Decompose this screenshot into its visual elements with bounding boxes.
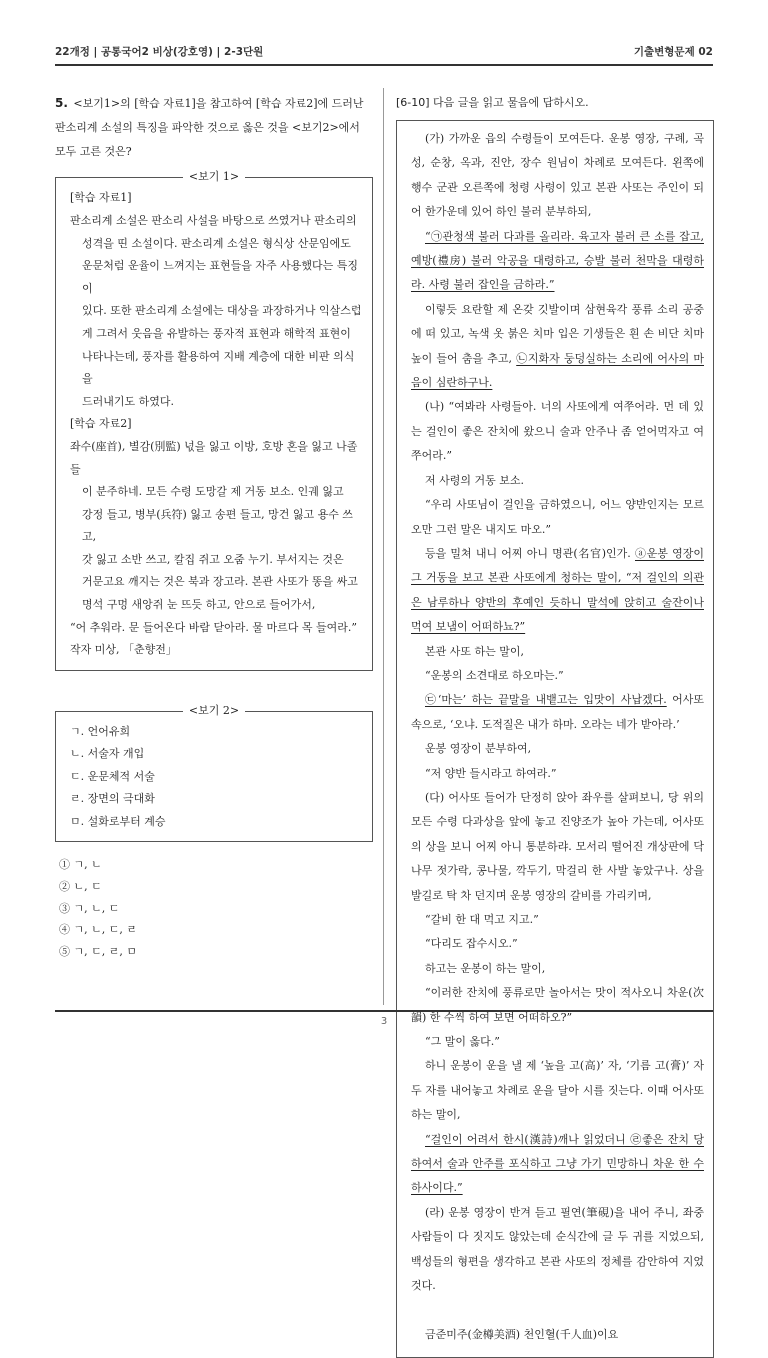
box2-item: ㄹ. 장면의 극대화 xyxy=(70,792,155,806)
answer-choices xyxy=(55,854,373,962)
passage-paragraph: “저 양반 들시라고 하여라.” xyxy=(425,766,557,780)
passage-paragraph: 하고는 운봉이 하는 말이, xyxy=(425,961,546,975)
passage-paragraph: “갈비 한 대 먹고 지고.” xyxy=(425,913,539,926)
passage-paragraph: “우리 사또님이 걸인을 금하였으니, 어느 양반인지는 모르오만 그런 말은 내지도 마오.” xyxy=(411,498,704,536)
passage-underlined-c: ⓐ운봉 영장이 그 거동을 보고 본관 사또에게 청하는 말이, “저 걸인의 의관은 남루하나 양반의 후예인 듯하니 말석에 앉히고 술잔이나 먹여 보냄이 어떠하뇨?” xyxy=(411,546,704,634)
passage-text: 등을 밀쳐 내니 어찌 아니 명관(名官)인가. xyxy=(425,546,635,560)
left-column xyxy=(55,92,373,962)
question-number: 5. xyxy=(55,96,68,110)
box1-line: 운문처럼 운율이 느껴지는 표현들을 자주 사용했다는 특징이 xyxy=(82,259,359,295)
question-5 xyxy=(55,92,373,163)
passage-paragraph: 하니 운봉이 운을 낼 제 ‘높을 고(高)’ 자, ‘기름 고(膏)’ 자 두 자를 내어놓고 차례로 운을 달아 시를 짓는다. 이때 어사또 하는 말이, xyxy=(411,1059,704,1122)
choice-2[interactable]: ② ㄴ, ㄷ xyxy=(59,879,102,893)
header-title: 기출변형문제 02 xyxy=(633,46,713,58)
passage-paragraph: “운봉의 소견대로 하오마는.” xyxy=(425,668,564,682)
page-number: 3 xyxy=(380,1016,388,1027)
passage-paragraph: 운봉 영장이 분부하여, xyxy=(425,742,532,756)
box1-line: [학습 자료1] xyxy=(70,191,132,205)
choice-3[interactable]: ③ ㄱ, ㄴ, ㄷ xyxy=(59,901,120,915)
box1-line: 나타나는데, 풍자를 활용하여 지배 계층에 대한 비판 의식을 xyxy=(82,349,355,386)
example-box-2 xyxy=(55,703,373,843)
passage-paragraph: “그 말이 옳다.” xyxy=(425,1035,500,1049)
choice-4[interactable]: ④ ㄱ, ㄴ, ㄷ, ㄹ xyxy=(59,923,137,937)
box1-line: 명석 구멍 새앙쥐 눈 뜨듯 하고, 안으로 들어가서, xyxy=(82,598,316,612)
box1-source: 작자 미상, 「춘향전」 xyxy=(70,643,177,657)
box1-line: 강정 들고, 병부(兵符) 잃고 송편 들고, 망건 잃고 용수 쓰고, xyxy=(82,507,353,544)
question-line: 판소리계 소설의 특징을 파악한 것으로 옳은 것을 <보기2>에서 xyxy=(55,120,360,134)
passage-paragraph: “다리도 잡수시오.” xyxy=(425,937,518,951)
passage-paragraph: 본관 사또 하는 말이, xyxy=(425,644,524,658)
passage-paragraph: “이러한 잔치에 풍류로만 놀아서는 맛이 적사오니 차운(次韻) 한 수씩 하여 보면 어떠하오?” xyxy=(411,986,704,1024)
choice-5[interactable]: ⑤ ㄱ, ㄷ, ㄹ, ㅁ xyxy=(59,944,137,958)
passage-text: 이렇듯 요란할 제 온갖 깃발이며 삼현육각 풍류 소리 공중에 떠 있고, 녹색 옷 붉은 치마 입은 기생들은 흰 손 비단 치마 높이 들어 춤을 추고, xyxy=(411,302,704,365)
question-line: 모두 고른 것은? xyxy=(55,144,132,158)
passage-paragraph: (다) 어사또 들어가 단정히 앉아 좌우를 살펴보니, 당 위의 모든 수령 다과상을 앞에 놓고 진양조가 높아 가는데, 어사또의 상을 보니 어찌 아니 통분하랴. 모서리 떨어진 개상판에 닥나무 젓가락, 콩나물, 깍두기, 막걸리 한 사발 놓았구나. 상을 발길로 탁 차 던지며 운봉 영장의 갈비를 가리키며, xyxy=(411,790,704,902)
box2-item: ㄷ. 운문체적 서술 xyxy=(70,769,155,783)
passage-paragraph xyxy=(411,542,704,640)
passage-paragraph: 저 사령의 거동 보소. xyxy=(425,473,524,487)
passage-underlined-a: “㉠관청색 불러 다과를 올리라. 육고자 불러 큰 소를 잡고, 예방(禮房) 불러 악공을 대령하고, 승발 불러 천막을 대령하라. 사령 불러 잡인을 금하라.” xyxy=(411,229,704,292)
box1-line: 성격을 띤 소설이다. 판소리계 소설은 형식상 산문임에도 xyxy=(82,236,351,250)
box1-line: 좌수(座首), 별감(別監) 넋을 잃고 이방, 호방 혼을 잃고 나졸들 xyxy=(70,439,358,476)
box1-line: 게 그려서 웃음을 유발하는 풍자적 표현과 해학적 표현이 xyxy=(82,326,351,340)
header-course: 22개정 | 공통국어2 비상(강호영) | 2-3단원 xyxy=(55,46,264,58)
box1-line: 판소리계 소설은 판소리 사설을 바탕으로 쓰였거나 판소리의 xyxy=(70,213,357,227)
right-column xyxy=(396,92,714,1358)
box1-line: “어 추워라. 문 들어온다 바람 닫아라. 물 마르다 목 들여라.” xyxy=(70,620,357,634)
passage-poem-line: 금준미주(金樽美酒) 천인혈(千人血)이요 xyxy=(425,1327,619,1341)
box2-item: ㄱ. 언어유희 xyxy=(70,724,131,738)
header-rule xyxy=(55,64,713,66)
reading-passage xyxy=(396,120,714,1358)
box1-line: 이 분주하네. 모든 수령 도망갈 제 거동 보소. 인궤 잃고 xyxy=(82,485,344,499)
passage-paragraph xyxy=(411,298,704,396)
passage-paragraph: (나) “여봐라 사령들아. 너의 사또에게 여쭈어라. 먼 데 있는 걸인이 좋은 잔치에 왔으니 술과 안주나 좀 얻어먹자고 여쭈어라.” xyxy=(411,400,704,463)
passage-underlined-d: ㉢‘마는’ 하는 끝말을 내뱉고는 입맛이 사납겠다. xyxy=(425,693,667,707)
box1-line: 거문고요 깨지는 것은 북과 장고라. 본관 사또가 똥을 싸고 xyxy=(82,575,358,589)
example-box-2-title: <보기 2> xyxy=(183,704,245,717)
box2-item: ㄴ. 서술자 개입 xyxy=(70,747,145,761)
passage-paragraph: (라) 운봉 영장이 반겨 듣고 필연(筆硯)을 내어 주니, 좌중 사람들이 다 짓지도 않았는데 순식간에 글 두 귀를 지었으되, 백성들의 형편을 생각하고 본관 사또의 정체를 감안하여 지었것다. xyxy=(411,1205,704,1293)
box2-item: ㅁ. 설화로부터 계승 xyxy=(70,814,166,828)
example-box-1-title: <보기 1> xyxy=(183,170,245,183)
box1-line: 있다. 또한 판소리계 소설에는 대상을 과장하거나 익살스럽 xyxy=(82,304,362,318)
passage-underlined-e: “걸인이 어려서 한시(漢詩)깨나 읽었더니 ㉣좋은 잔치 당하여서 술과 안주를 포식하고 그냥 가기 민망하니 차운 한 수 하사이다.” xyxy=(411,1132,704,1195)
footer-rule xyxy=(55,1010,713,1012)
choice-1[interactable]: ① ㄱ, ㄴ xyxy=(59,858,102,872)
example-box-1 xyxy=(55,170,373,670)
passage-text: 어사또 속으로, ‘오냐. 도적질은 내가 하마. 오라는 네가 받아라.’ xyxy=(411,693,705,731)
column-divider xyxy=(383,88,384,1005)
box1-line: [학습 자료2] xyxy=(70,417,132,431)
question-line: <보기1>의 [학습 자료1]을 참고하여 [학습 자료2]에 드러난 xyxy=(73,97,364,110)
box1-line: 갓 잃고 소반 쓰고, 칼집 쥐고 오줌 누기. 부서지는 것은 xyxy=(82,552,344,566)
passage-paragraph xyxy=(411,688,704,737)
passage-heading: [6-10] 다음 글을 읽고 물음에 답하시오. xyxy=(396,96,589,109)
passage-underlined-b: ㉡지화자 둥덩실하는 소리에 어사의 마음이 심란하구나. xyxy=(411,351,704,390)
passage-paragraph: (가) 가까운 읍의 수령들이 모여든다. 운봉 영장, 구례, 곡성, 순창, 옥과, 진안, 장수 원님이 차례로 모여든다. 왼쪽에 행수 군관 오른쪽에 청령 사령이 있고 본관 사또는 주인이 되어 한가운데 있어 하인 불러 분부하되, xyxy=(411,132,704,219)
box1-line: 드러내기도 하였다. xyxy=(82,394,175,408)
page-header xyxy=(55,40,713,62)
